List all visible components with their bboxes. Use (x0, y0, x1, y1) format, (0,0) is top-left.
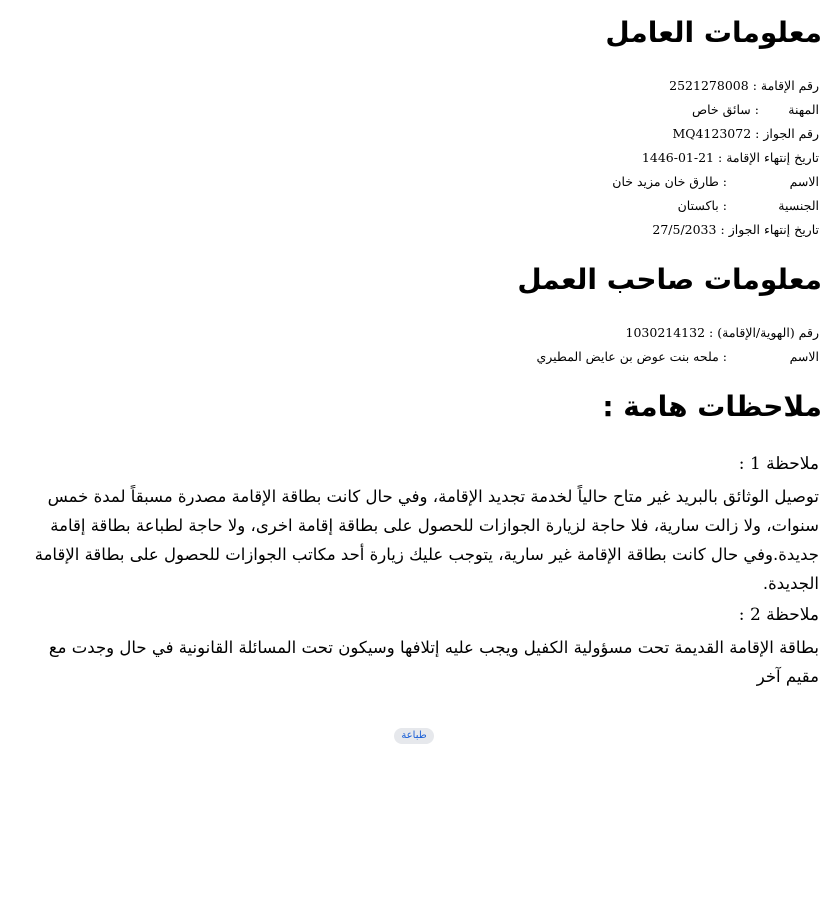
employer-name-row (536, 347, 819, 367)
employer-info-heading: معلومات صاحب العمل (517, 263, 822, 296)
separator: : (722, 198, 727, 213)
separator: : (754, 102, 759, 117)
profession-value: سائق خاص (691, 102, 751, 117)
employer-id-label: رقم (الهوية/الإقامة) (717, 325, 819, 340)
print-button[interactable]: طباعة (394, 728, 434, 744)
profession-row (692, 100, 819, 120)
employer-name-value: ملحه بنت عوض بن عايض المطيري (536, 349, 719, 364)
separator: : (720, 222, 725, 237)
iqama-expiry-label: تاريخ إنتهاء الإقامة (726, 150, 819, 165)
separator: : (722, 174, 727, 189)
separator: : (722, 349, 727, 364)
employer-id-value: 1030214132 (625, 325, 706, 340)
separator: : (718, 150, 723, 165)
passport-number-value: MQ4123072 (672, 126, 752, 141)
nationality-value: باكستان (677, 198, 719, 213)
passport-expiry-label: تاريخ إنتهاء الجواز (728, 222, 819, 237)
iqama-number-label: رقم الإقامة (760, 78, 819, 93)
separator: : (709, 325, 714, 340)
iqama-expiry-row (642, 148, 819, 168)
note1-title: ملاحظة 1 : (738, 454, 819, 474)
passport-number-label: رقم الجواز (763, 126, 819, 141)
notes-heading: ملاحظات هامة : (602, 390, 822, 423)
iqama-expiry-value: 1446-01-21 (641, 150, 714, 165)
passport-expiry-row (652, 220, 819, 240)
iqama-number-row (669, 76, 819, 96)
nationality-row (678, 196, 819, 216)
worker-name-value: طارق خان مزيد خان (612, 174, 719, 189)
worker-name-row (612, 172, 819, 192)
worker-info-heading: معلومات العامل (605, 16, 822, 49)
nationality-label: الجنسية (778, 198, 819, 213)
profession-label: المهنة (788, 102, 819, 117)
iqama-number-value: 2521278008 (669, 78, 749, 93)
passport-expiry-value: 27/5/2033 (652, 222, 717, 237)
employer-name-label: الاسم (789, 349, 819, 364)
passport-number-row (672, 124, 819, 144)
employer-id-row (626, 323, 819, 343)
note1-body: توصيل الوثائق بالبريد غير متاح حالياً لخدمة تجديد الإقامة، وفي حال كانت بطاقة الإقامة مصدرة مسبقاً لمدة خمس سنوات، ولا زالت سارية، فلا حاجة لزيارة الجوازات للحصول على بطاقة إقامة اخرى، ولا حاجة لطباعة بطاقة إقامة جديدة.وفي حال كانت بطاقة الإقامة غير سارية، يتوجب عليك زيارة أحد مكاتب الجوازات للحصول على بطاقة الإقامة الجديدة. (34, 487, 819, 593)
separator: : (752, 78, 757, 93)
worker-name-label: الاسم (789, 174, 819, 189)
separator: : (755, 126, 760, 141)
note2-body: بطاقة الإقامة القديمة تحت مسؤولية الكفيل ويجب عليه إتلافها وسيكون تحت المسائلة القانونية في حال وجدت مع مقيم آخر (48, 638, 819, 686)
note2-title: ملاحظة 2 : (738, 605, 819, 625)
